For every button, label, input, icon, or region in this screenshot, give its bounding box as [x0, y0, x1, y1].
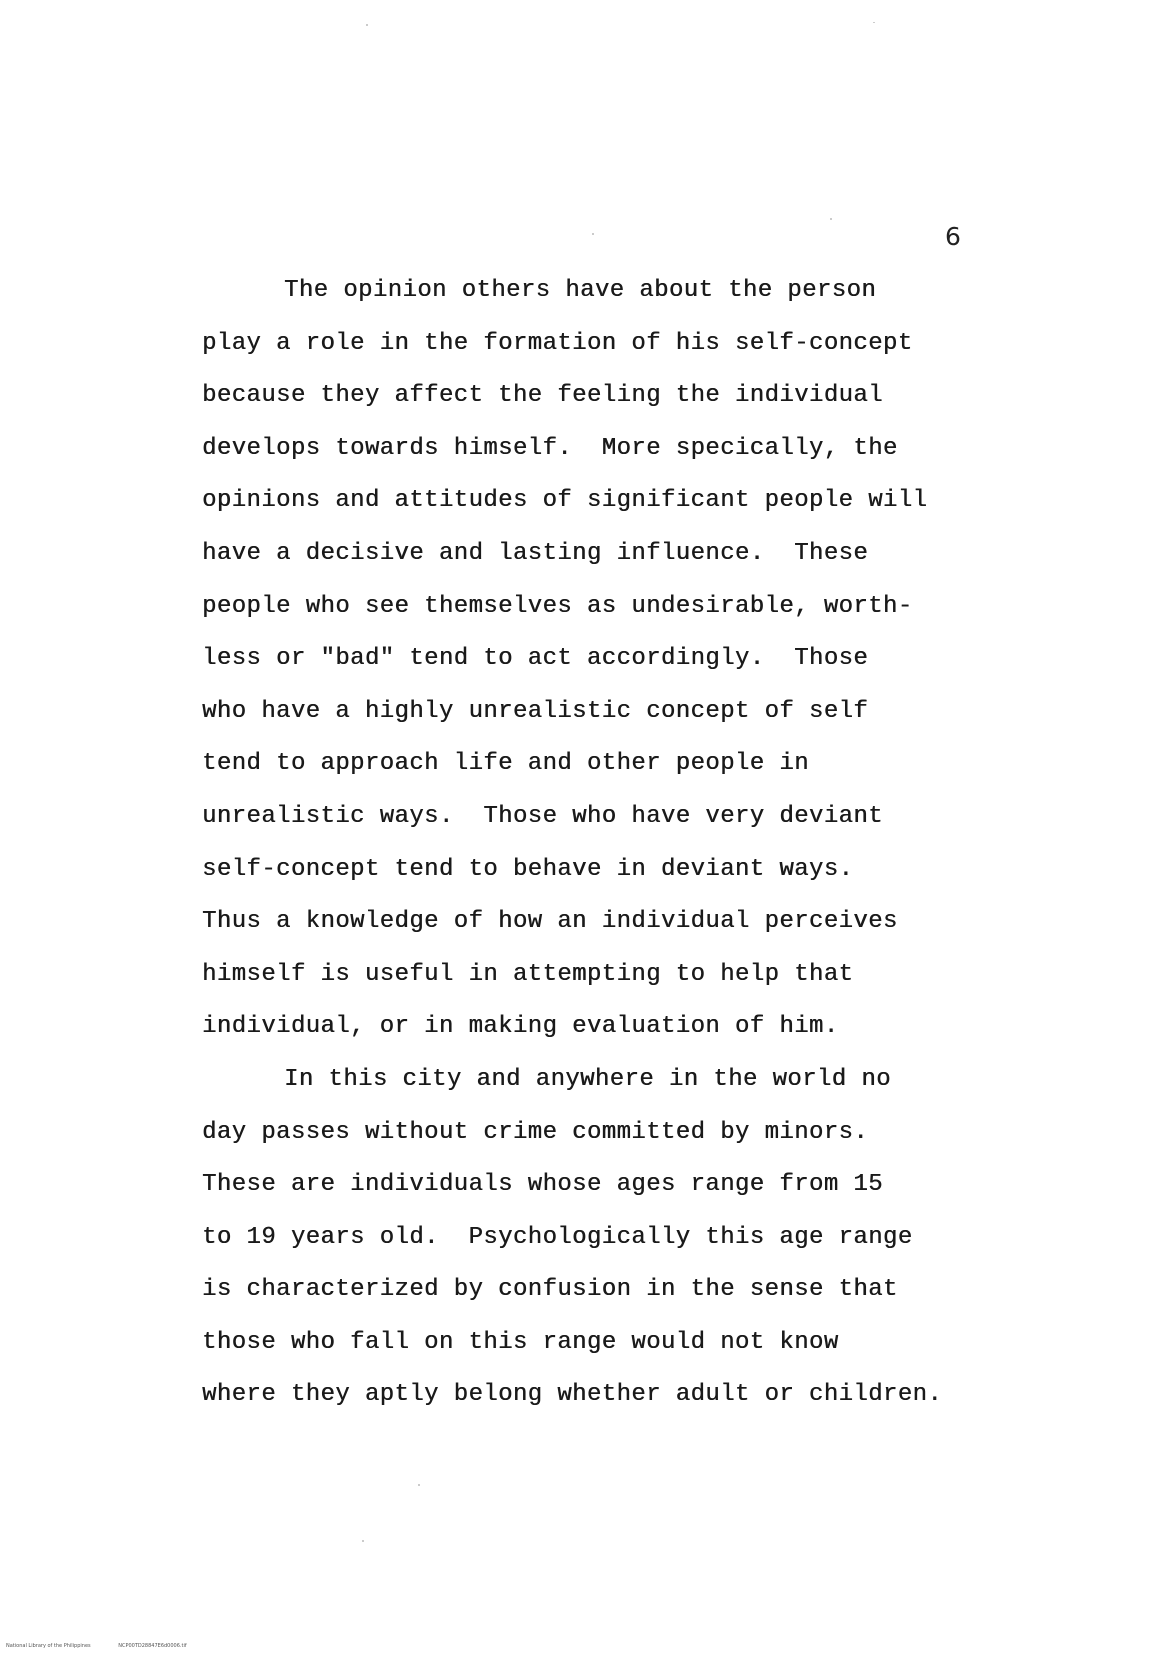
file-id: NCP00TD28847E6d0006.tif [118, 1643, 187, 1649]
text-line: have a decisive and lasting influence. These [202, 539, 869, 567]
text-line: less or "bad" tend to act accordingly. Those [202, 645, 869, 673]
text-line: These are individuals whose ages range from 15 [202, 1171, 883, 1199]
library-credit: National Library of the Philippines [6, 1643, 91, 1649]
text-line: himself is useful in attempting to help that [202, 960, 854, 988]
text-line: to 19 years old. Psychologically this age range [202, 1223, 913, 1251]
text-line: unrealistic ways. Those who have very deviant [202, 802, 883, 830]
text-line: who have a highly unrealistic concept of self [202, 697, 869, 725]
text-line: is characterized by confusion in the sense that [202, 1276, 898, 1304]
text-line: The opinion others have about the person [284, 277, 877, 304]
text-line: Thus a knowledge of how an individual perceives [202, 908, 898, 936]
scan-footer [6, 1643, 213, 1650]
text-line: people who see themselves as undesirable, worth- [202, 592, 913, 620]
page-number: 6 [945, 222, 961, 251]
text-line: those who fall on this range would not know [202, 1328, 839, 1356]
text-line: play a role in the formation of his self-concept [202, 329, 913, 357]
scan-speck [830, 218, 832, 220]
scan-speck [873, 22, 875, 23]
scan-speck [362, 1540, 364, 1542]
text-line: In this city and anywhere in the world no [284, 1065, 891, 1093]
text-line: individual, or in making evaluation of him. [202, 1013, 839, 1041]
text-line: develops towards himself. More specically, the [202, 434, 898, 462]
text-line: tend to approach life and other people in [202, 750, 809, 778]
document-body [202, 273, 1022, 1430]
scan-speck [418, 1484, 420, 1486]
text-line: opinions and attitudes of significant people will [202, 487, 928, 515]
text-line: where they aptly belong whether adult or children. [202, 1381, 943, 1409]
scan-speck [366, 24, 368, 26]
text-line: day passes without crime committed by minors. [202, 1118, 869, 1146]
text-line: because they affect the feeling the individual [202, 382, 883, 410]
scan-speck [592, 233, 594, 235]
text-line: self-concept tend to behave in deviant ways. [202, 855, 854, 883]
